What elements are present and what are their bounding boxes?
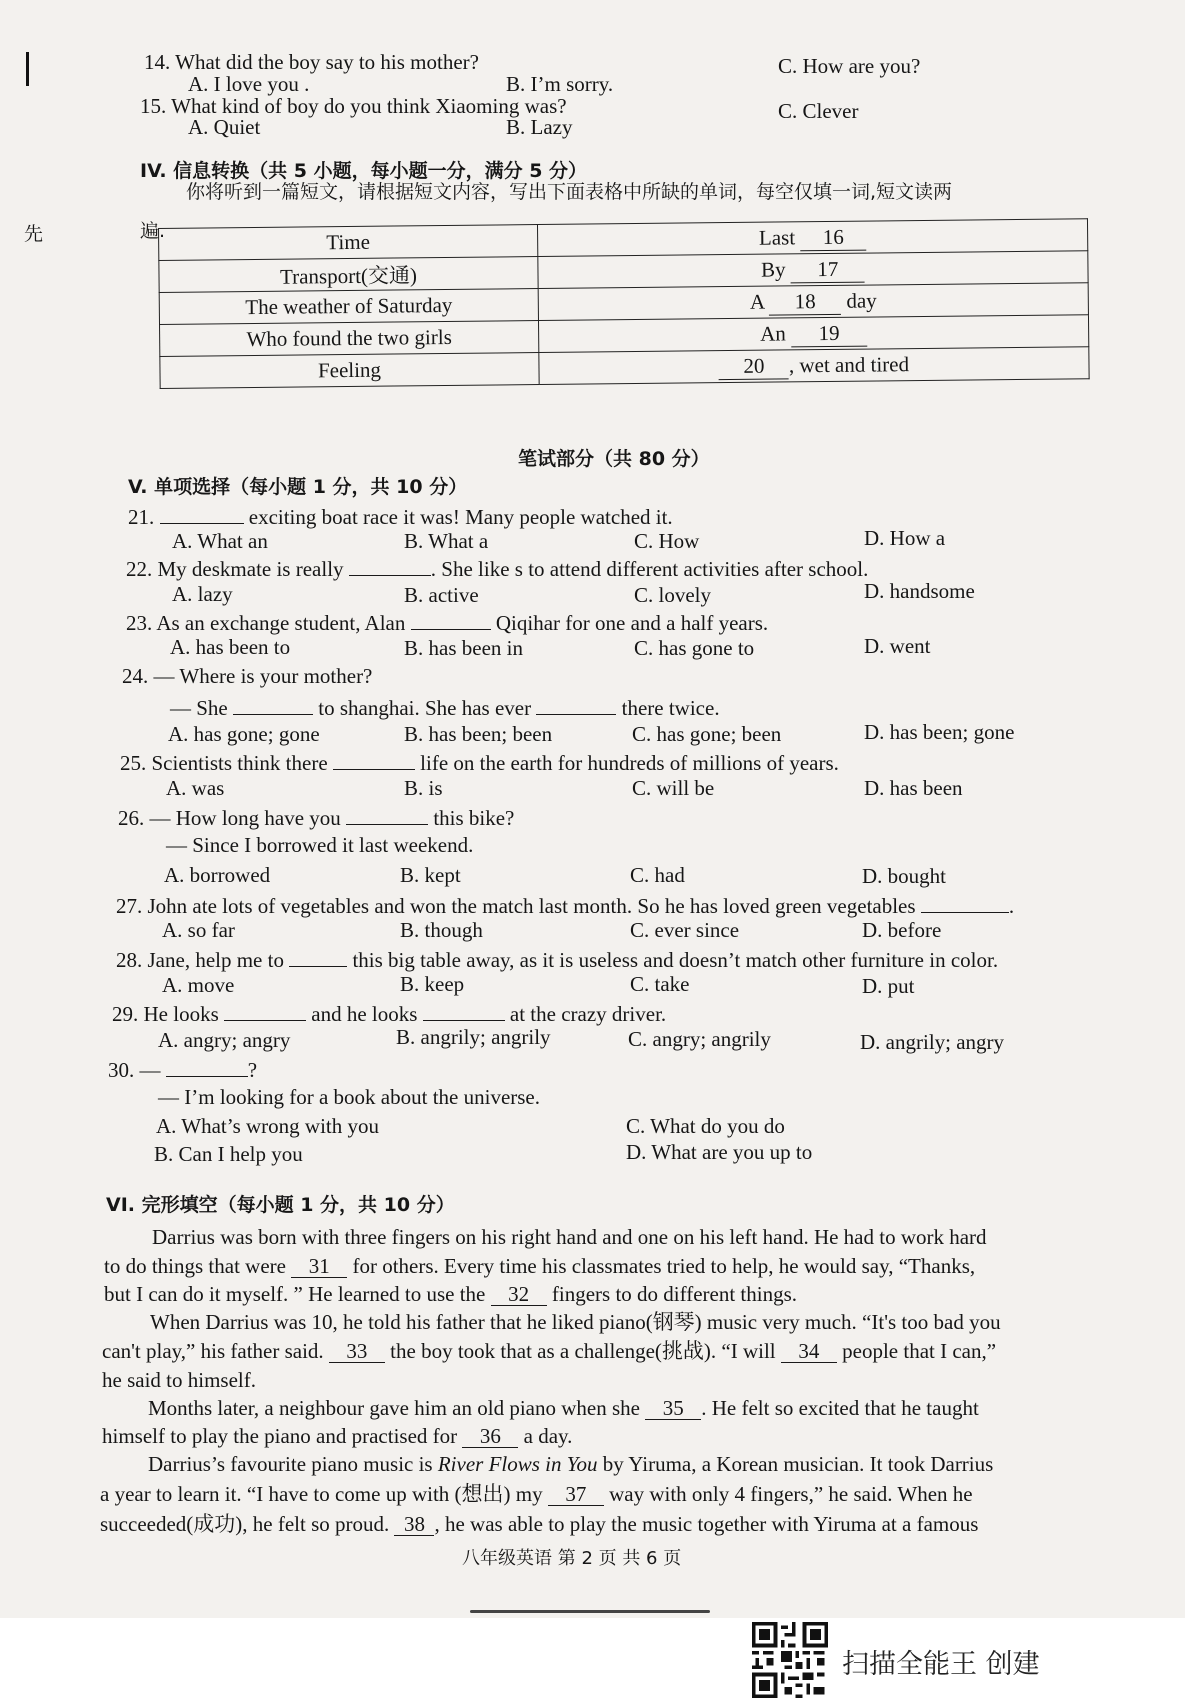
- q27-blank: [921, 894, 1009, 913]
- q14-stem: 14. What did the boy say to his mother?: [144, 50, 479, 74]
- q28-text-post: this big table away, as it is useless and doesn’t match other furniture in color.: [352, 948, 999, 972]
- q29-text-post: at the crazy driver.: [509, 1002, 667, 1026]
- q22-blank: [349, 557, 431, 576]
- blank-16: 16: [800, 224, 866, 251]
- answer-prefix: By: [760, 256, 786, 282]
- q14-option-c: C. How are you?: [778, 54, 921, 78]
- q27-option-c: C. ever since: [630, 918, 740, 942]
- q26-option-a: A. borrowed: [164, 863, 271, 887]
- passage-line: [102, 1341, 996, 1363]
- q23-stem: [126, 611, 768, 634]
- passage-line: When Darrius was 10, he told his father that he liked piano(钢琴) music very much. “It's too bad you: [150, 1310, 1001, 1334]
- section4-instruction: 你将听到一篇短文，请根据短文内容，写出下面表格中所缺的单词，每空仅填一词,短文读两: [186, 181, 953, 203]
- q30-blank: [166, 1058, 248, 1077]
- passage-text: fingers to do different things.: [551, 1282, 798, 1306]
- row-label: Time: [159, 225, 538, 261]
- blank-19: 19: [791, 320, 867, 347]
- q25-option-a: A. was: [166, 776, 225, 800]
- q15-option-b: B. Lazy: [506, 115, 573, 139]
- q29-option-b: B. angrily; angrily: [396, 1025, 551, 1049]
- q30-option-d: D. What are you up to: [626, 1140, 813, 1164]
- q21-text: exciting boat race it was! Many people watched it.: [248, 505, 673, 529]
- q21-option-a: A. What an: [172, 529, 268, 553]
- qr-code-icon: [752, 1622, 828, 1698]
- row-answer: [539, 347, 1089, 385]
- passage-text: by Yiruma, a Korean musician. It took Darrius: [602, 1452, 994, 1476]
- q21-stem: [128, 505, 673, 528]
- scanner-watermark: 扫描全能王 创建: [842, 1649, 1040, 1680]
- q24-line2: [170, 696, 720, 719]
- q29-blank-2: [423, 1002, 505, 1021]
- q29-option-c: C. angry; angrily: [628, 1027, 771, 1051]
- q27-option-a: A. so far: [162, 918, 235, 942]
- q28-blank: [289, 948, 347, 967]
- blank-17: 17: [791, 256, 865, 283]
- passage-text: but I can do it myself. ” He learned to use the: [104, 1282, 486, 1306]
- q24-text-c: there twice.: [621, 696, 720, 720]
- q29-option-a: A. angry; angry: [158, 1028, 291, 1052]
- passage-text: the boy took that as a challenge(挑战). “I will: [390, 1339, 776, 1363]
- q25-option-d: D. has been: [864, 776, 963, 800]
- q23-text-post: Qiqihar for one and a half years.: [495, 611, 769, 635]
- q29-stem: [112, 1002, 666, 1025]
- q27-text-post: .: [1008, 894, 1015, 918]
- row-label: Who found the two girls: [160, 321, 539, 357]
- row-label: Feeling: [160, 353, 539, 389]
- q14-option-a: A. I love you .: [188, 72, 310, 96]
- passage-text: , he was able to play the music together with Yiruma at a famous: [434, 1512, 979, 1536]
- passage-line: [100, 1484, 973, 1506]
- song-title: River Flows in You: [437, 1452, 598, 1476]
- q24-option-d: D. has been; gone: [864, 720, 1015, 744]
- q22-option-c: C. lovely: [634, 583, 711, 607]
- q26-text-pre: 26. — How long have you: [118, 806, 341, 830]
- q30-option-a: A. What’s wrong with you: [156, 1114, 380, 1138]
- q22-option-b: B. active: [404, 583, 479, 607]
- q26-option-b: B. kept: [400, 863, 461, 887]
- blank-35: 35: [645, 1398, 701, 1420]
- section4-title: IV. 信息转换（共 5 小题，每小题一分，满分 5 分）: [140, 160, 588, 182]
- q24-option-c: C. has gone; been: [632, 722, 782, 746]
- blank-18: 18: [769, 288, 841, 315]
- q25-blank: [333, 751, 415, 770]
- q22-stem: [126, 557, 868, 580]
- q23-option-a: A. has been to: [170, 635, 291, 659]
- q21-blank: [160, 505, 244, 524]
- page-footer: 八年级英语 第 2 页 共 6 页: [462, 1548, 682, 1569]
- q29-blank-1: [224, 1002, 306, 1021]
- q24-option-b: B. has been; been: [404, 722, 553, 746]
- passage-line: [100, 1514, 978, 1536]
- passage-text: can't play,” his father said.: [102, 1339, 324, 1363]
- q28-stem: [116, 948, 998, 971]
- q23-option-c: C. has gone to: [634, 636, 755, 660]
- q24-blank-1: [233, 696, 313, 715]
- passage-text: . He felt so excited that he taught: [701, 1396, 979, 1420]
- answer-suffix: day: [846, 287, 877, 313]
- q24-option-a: A. has gone; gone: [168, 722, 320, 746]
- q15-option-c: C. Clever: [778, 99, 859, 123]
- q24-text-b: to shanghai. She has ever: [318, 696, 532, 720]
- q27-stem: [116, 894, 1014, 917]
- q26-option-d: D. bought: [862, 864, 946, 888]
- passage-text: way with only 4 fingers,” he said. When he: [609, 1482, 973, 1506]
- q29-text-mid: and he looks: [311, 1002, 418, 1026]
- q23-text-pre: 23. As an exchange student, Alan: [126, 611, 406, 635]
- passage-line: [104, 1284, 797, 1306]
- q26-stem: [118, 806, 514, 829]
- q15-option-a: A. Quiet: [188, 115, 261, 139]
- q25-option-c: C. will be: [632, 776, 715, 800]
- blank-33: 33: [329, 1341, 385, 1363]
- answer-suffix: , wet and tired: [788, 351, 910, 377]
- q21-option-d: D. How a: [864, 526, 946, 550]
- q25-stem: [120, 751, 839, 774]
- passage-text: people that I can,”: [842, 1339, 997, 1363]
- margin-mark: [26, 52, 29, 86]
- passage-line: [148, 1398, 979, 1420]
- written-part-title: 笔试部分（共 80 分）: [518, 448, 710, 470]
- q28-option-d: D. put: [862, 974, 915, 998]
- q15-stem: 15. What kind of boy do you think Xiaoming was?: [140, 94, 567, 118]
- q25-option-b: B. is: [404, 776, 443, 800]
- passage-line: [148, 1454, 993, 1475]
- section5-title: V. 单项选择（每小题 1 分，共 10 分）: [128, 476, 468, 498]
- side-character: 先: [24, 223, 44, 245]
- section6-title: VI. 完形填空（每小题 1 分，共 10 分）: [106, 1194, 455, 1216]
- passage-line: Darrius was born with three fingers on his right hand and one on his left hand. He had to work hard: [152, 1225, 987, 1249]
- q21-option-c: C. How: [634, 529, 700, 553]
- q14-option-b: B. I’m sorry.: [506, 72, 614, 96]
- q30-text-post: ?: [247, 1058, 258, 1082]
- q29-option-d: D. angrily; angry: [860, 1030, 1005, 1054]
- blank-20: 20: [719, 353, 789, 380]
- answer-prefix: Last: [758, 224, 796, 250]
- row-label: Transport(交通): [159, 257, 538, 293]
- q29-text-pre: 29. He looks: [112, 1002, 219, 1026]
- q24-text-a: — She: [170, 696, 228, 720]
- blank-34: 34: [781, 1341, 837, 1363]
- answer-prefix: An: [760, 320, 786, 346]
- q30-text-pre: 30. —: [108, 1058, 161, 1082]
- q26-text-post: this bike?: [433, 806, 515, 830]
- q27-option-d: D. before: [862, 918, 942, 942]
- answer-prefix: A: [749, 289, 765, 314]
- row-label: The weather of Saturday: [159, 289, 538, 325]
- passage-line: he said to himself.: [102, 1368, 256, 1392]
- passage-text: a day.: [523, 1424, 573, 1448]
- passage-text: succeeded(成功), he felt so proud.: [100, 1512, 390, 1536]
- q30-line2: — I’m looking for a book about the universe.: [158, 1085, 540, 1109]
- q22-option-a: A. lazy: [172, 582, 233, 606]
- q24-blank-2: [536, 696, 616, 715]
- passage-text: Months later, a neighbour gave him an old piano when she: [148, 1396, 640, 1420]
- blank-38: 38: [394, 1514, 434, 1536]
- q26-line2: — Since I borrowed it last weekend.: [166, 833, 474, 857]
- q23-blank: [411, 611, 491, 630]
- passage-line: [102, 1426, 572, 1448]
- q28-option-b: B. keep: [400, 972, 465, 996]
- passage-line: [104, 1256, 975, 1278]
- q22-text-pre: 22. My deskmate is really: [126, 557, 344, 581]
- passage-text: Darrius’s favourite piano music is: [148, 1452, 433, 1476]
- passage-text: to do things that were: [104, 1254, 286, 1278]
- scan-edge-line: [470, 1610, 710, 1613]
- q30-option-c: C. What do you do: [626, 1114, 785, 1138]
- q27-option-b: B. though: [400, 918, 483, 942]
- q30-stem: [108, 1058, 257, 1081]
- q28-text-pre: 28. Jane, help me to: [116, 948, 284, 972]
- q21-option-b: B. What a: [404, 529, 489, 553]
- q22-option-d: D. handsome: [864, 579, 975, 603]
- q23-option-d: D. went: [864, 634, 931, 658]
- q28-option-a: A. move: [162, 973, 235, 997]
- passage-text: himself to play the piano and practised for: [102, 1424, 458, 1448]
- blank-37: 37: [548, 1484, 604, 1506]
- q26-option-c: C. had: [630, 863, 685, 887]
- passage-text: for others. Every time his classmates tried to help, he would say, “Thanks,: [352, 1254, 976, 1278]
- passage-text: a year to learn it. “I have to come up with (想出) my: [100, 1482, 543, 1506]
- q28-option-c: C. take: [630, 972, 690, 996]
- section4-instruction-end: 遍.: [140, 220, 166, 242]
- blank-32: 32: [491, 1284, 547, 1306]
- q25-text-post: life on the earth for hundreds of millions of years.: [420, 751, 839, 775]
- blank-36: 36: [462, 1426, 518, 1448]
- q27-text-pre: 27. John ate lots of vegetables and won the match last month. So he has loved green vegetables: [116, 894, 916, 918]
- q23-option-b: B. has been in: [404, 636, 523, 660]
- q25-text-pre: 25. Scientists think there: [120, 751, 328, 775]
- q22-text-post: . She like s to attend different activities after school.: [430, 557, 869, 581]
- q21-number: 21.: [128, 505, 155, 529]
- info-table: [158, 218, 1090, 389]
- blank-31: 31: [291, 1256, 347, 1278]
- q24-stem: 24. — Where is your mother?: [122, 664, 373, 688]
- q26-blank: [346, 806, 428, 825]
- q30-option-b: B. Can I help you: [154, 1142, 303, 1166]
